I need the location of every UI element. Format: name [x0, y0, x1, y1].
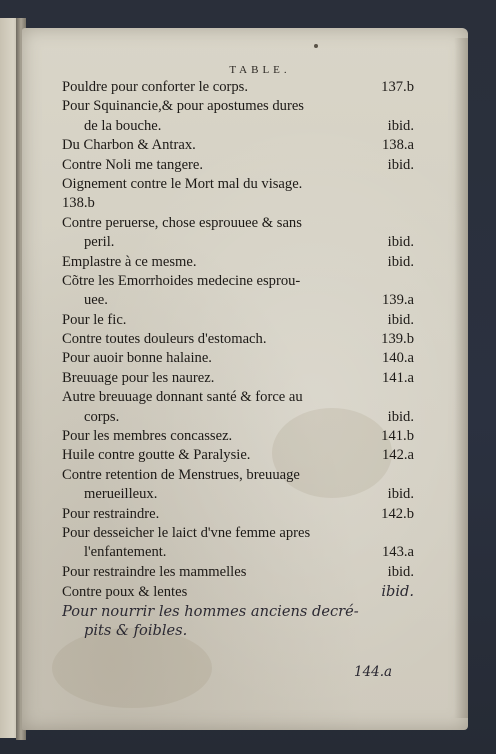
- toc-entry-text: Huile contre goutte & Paralysie.: [62, 447, 251, 464]
- toc-entry: [62, 485, 414, 504]
- toc-entry-page-ref: ibid.: [387, 486, 414, 503]
- toc-entry: [62, 272, 414, 291]
- toc-entry-text: pits & foibles.: [84, 621, 188, 639]
- toc-entry-text: Pour les membres concassez.: [62, 428, 233, 445]
- toc-entry-page-ref: 140.a: [381, 350, 414, 367]
- toc-entry-text: Contre toutes douleurs d'estomach.: [62, 331, 267, 348]
- toc-entry-text: l'enfantement.: [84, 544, 167, 561]
- toc-entry: [62, 291, 414, 310]
- toc-entry-text: Pour restraindre les mammelles: [62, 563, 247, 580]
- ink-mark: [314, 44, 318, 48]
- toc-entry-page-ref: ibid.: [387, 408, 414, 425]
- toc-entry: [62, 446, 414, 465]
- toc-entry-text: Pour restraindre.: [62, 505, 160, 522]
- toc-entry-text: Pour nourrir les hommes anciens decré-: [62, 602, 359, 620]
- toc-entry-text: Contre poux & lentes: [62, 584, 188, 601]
- toc-entry: [62, 621, 414, 640]
- toc-entry-page-ref: 139.b: [381, 331, 414, 348]
- toc-entry: [62, 233, 414, 252]
- toc-entry-text: Pour Squinancie,& pour apostumes dures: [62, 98, 304, 115]
- toc-entry-page-ref: 142.b: [381, 505, 414, 522]
- toc-entry-text: merueilleux.: [84, 486, 158, 503]
- toc-entry: [62, 505, 414, 524]
- handwritten-page-ref: 144.a: [354, 664, 393, 680]
- toc-entry: [62, 311, 414, 330]
- toc-entry: [62, 194, 414, 213]
- toc-entry: [62, 369, 414, 388]
- toc-entry-text: peril.: [84, 234, 115, 251]
- toc-entry: [62, 408, 414, 427]
- toc-entry-text: corps.: [84, 408, 120, 425]
- toc-entry-text: Breuuage pour les naurez.: [62, 369, 215, 386]
- toc-entry-text: Du Charbon & Antrax.: [62, 137, 196, 154]
- toc-entry-text: Autre breuuage donnant santé & force au: [62, 389, 303, 406]
- toc-entry-page-ref: ibid.: [387, 234, 414, 251]
- toc-entry: [62, 388, 414, 407]
- toc-entry: [62, 214, 414, 233]
- page-heading: TABLE.: [229, 64, 291, 76]
- toc-entry: [62, 156, 414, 175]
- toc-entry-page-ref: ibid.: [387, 117, 414, 134]
- toc-entry-page-ref: ibid.: [387, 253, 414, 270]
- toc-entry-text: Pour desseicher le laict d'vne femme apres: [62, 524, 311, 541]
- toc-entry-text: Contre peruerse, chose esprouuee & sans: [62, 214, 302, 231]
- toc-entry-page-ref: 137.b: [381, 79, 414, 95]
- toc-entry: [62, 136, 414, 155]
- toc-entry: [62, 582, 414, 601]
- toc-entry-text: Pouldre pour conforter le corps.: [62, 79, 249, 95]
- toc-entry: [62, 524, 414, 543]
- toc-entry: [62, 253, 414, 272]
- book-page: [22, 28, 468, 730]
- toc-entry: [62, 602, 414, 621]
- toc-entry: [62, 427, 414, 446]
- toc-entry-text: de la bouche.: [84, 117, 162, 134]
- toc-entry-text: Emplastre à ce mesme.: [62, 253, 197, 270]
- toc-entry-page-ref: ibid.: [387, 156, 414, 173]
- table-of-contents: [62, 78, 414, 640]
- toc-entry: [62, 78, 414, 97]
- toc-entry-page-ref: 143.a: [381, 544, 414, 561]
- toc-entry: [62, 563, 414, 582]
- toc-entry-page-ref: ibid.: [381, 583, 414, 601]
- toc-entry-text: Contre retention de Menstrues, breuuage: [62, 466, 300, 483]
- toc-entry-page-ref: ibid.: [387, 311, 414, 328]
- toc-entry: [62, 543, 414, 562]
- toc-entry: [62, 175, 414, 194]
- toc-entry-text: uee.: [84, 292, 108, 309]
- toc-entry-page-ref: 142.a: [381, 447, 414, 464]
- toc-entry-page-ref: 141.b: [381, 428, 414, 445]
- toc-entry: [62, 117, 414, 136]
- page-edge-shadow: [454, 38, 468, 718]
- toc-entry-page-ref: ibid.: [387, 563, 414, 580]
- toc-entry: [62, 466, 414, 485]
- toc-entry-text: Pour auoir bonne halaine.: [62, 350, 212, 367]
- toc-entry-text: 138.b: [62, 195, 95, 212]
- toc-entry-page-ref: 138.a: [381, 137, 414, 154]
- toc-entry-page-ref: 141.a: [381, 369, 414, 386]
- toc-entry: [62, 97, 414, 116]
- toc-entry: [62, 330, 414, 349]
- toc-entry-text: Cõtre les Emorrhoides medecine esprou-: [62, 272, 301, 289]
- toc-entry-text: Oignement contre le Mort mal du visage.: [62, 175, 303, 192]
- toc-entry-text: Pour le fic.: [62, 311, 127, 328]
- toc-entry-page-ref: 139.a: [381, 292, 414, 309]
- toc-entry: [62, 349, 414, 368]
- toc-entry-text: Contre Noli me tangere.: [62, 156, 204, 173]
